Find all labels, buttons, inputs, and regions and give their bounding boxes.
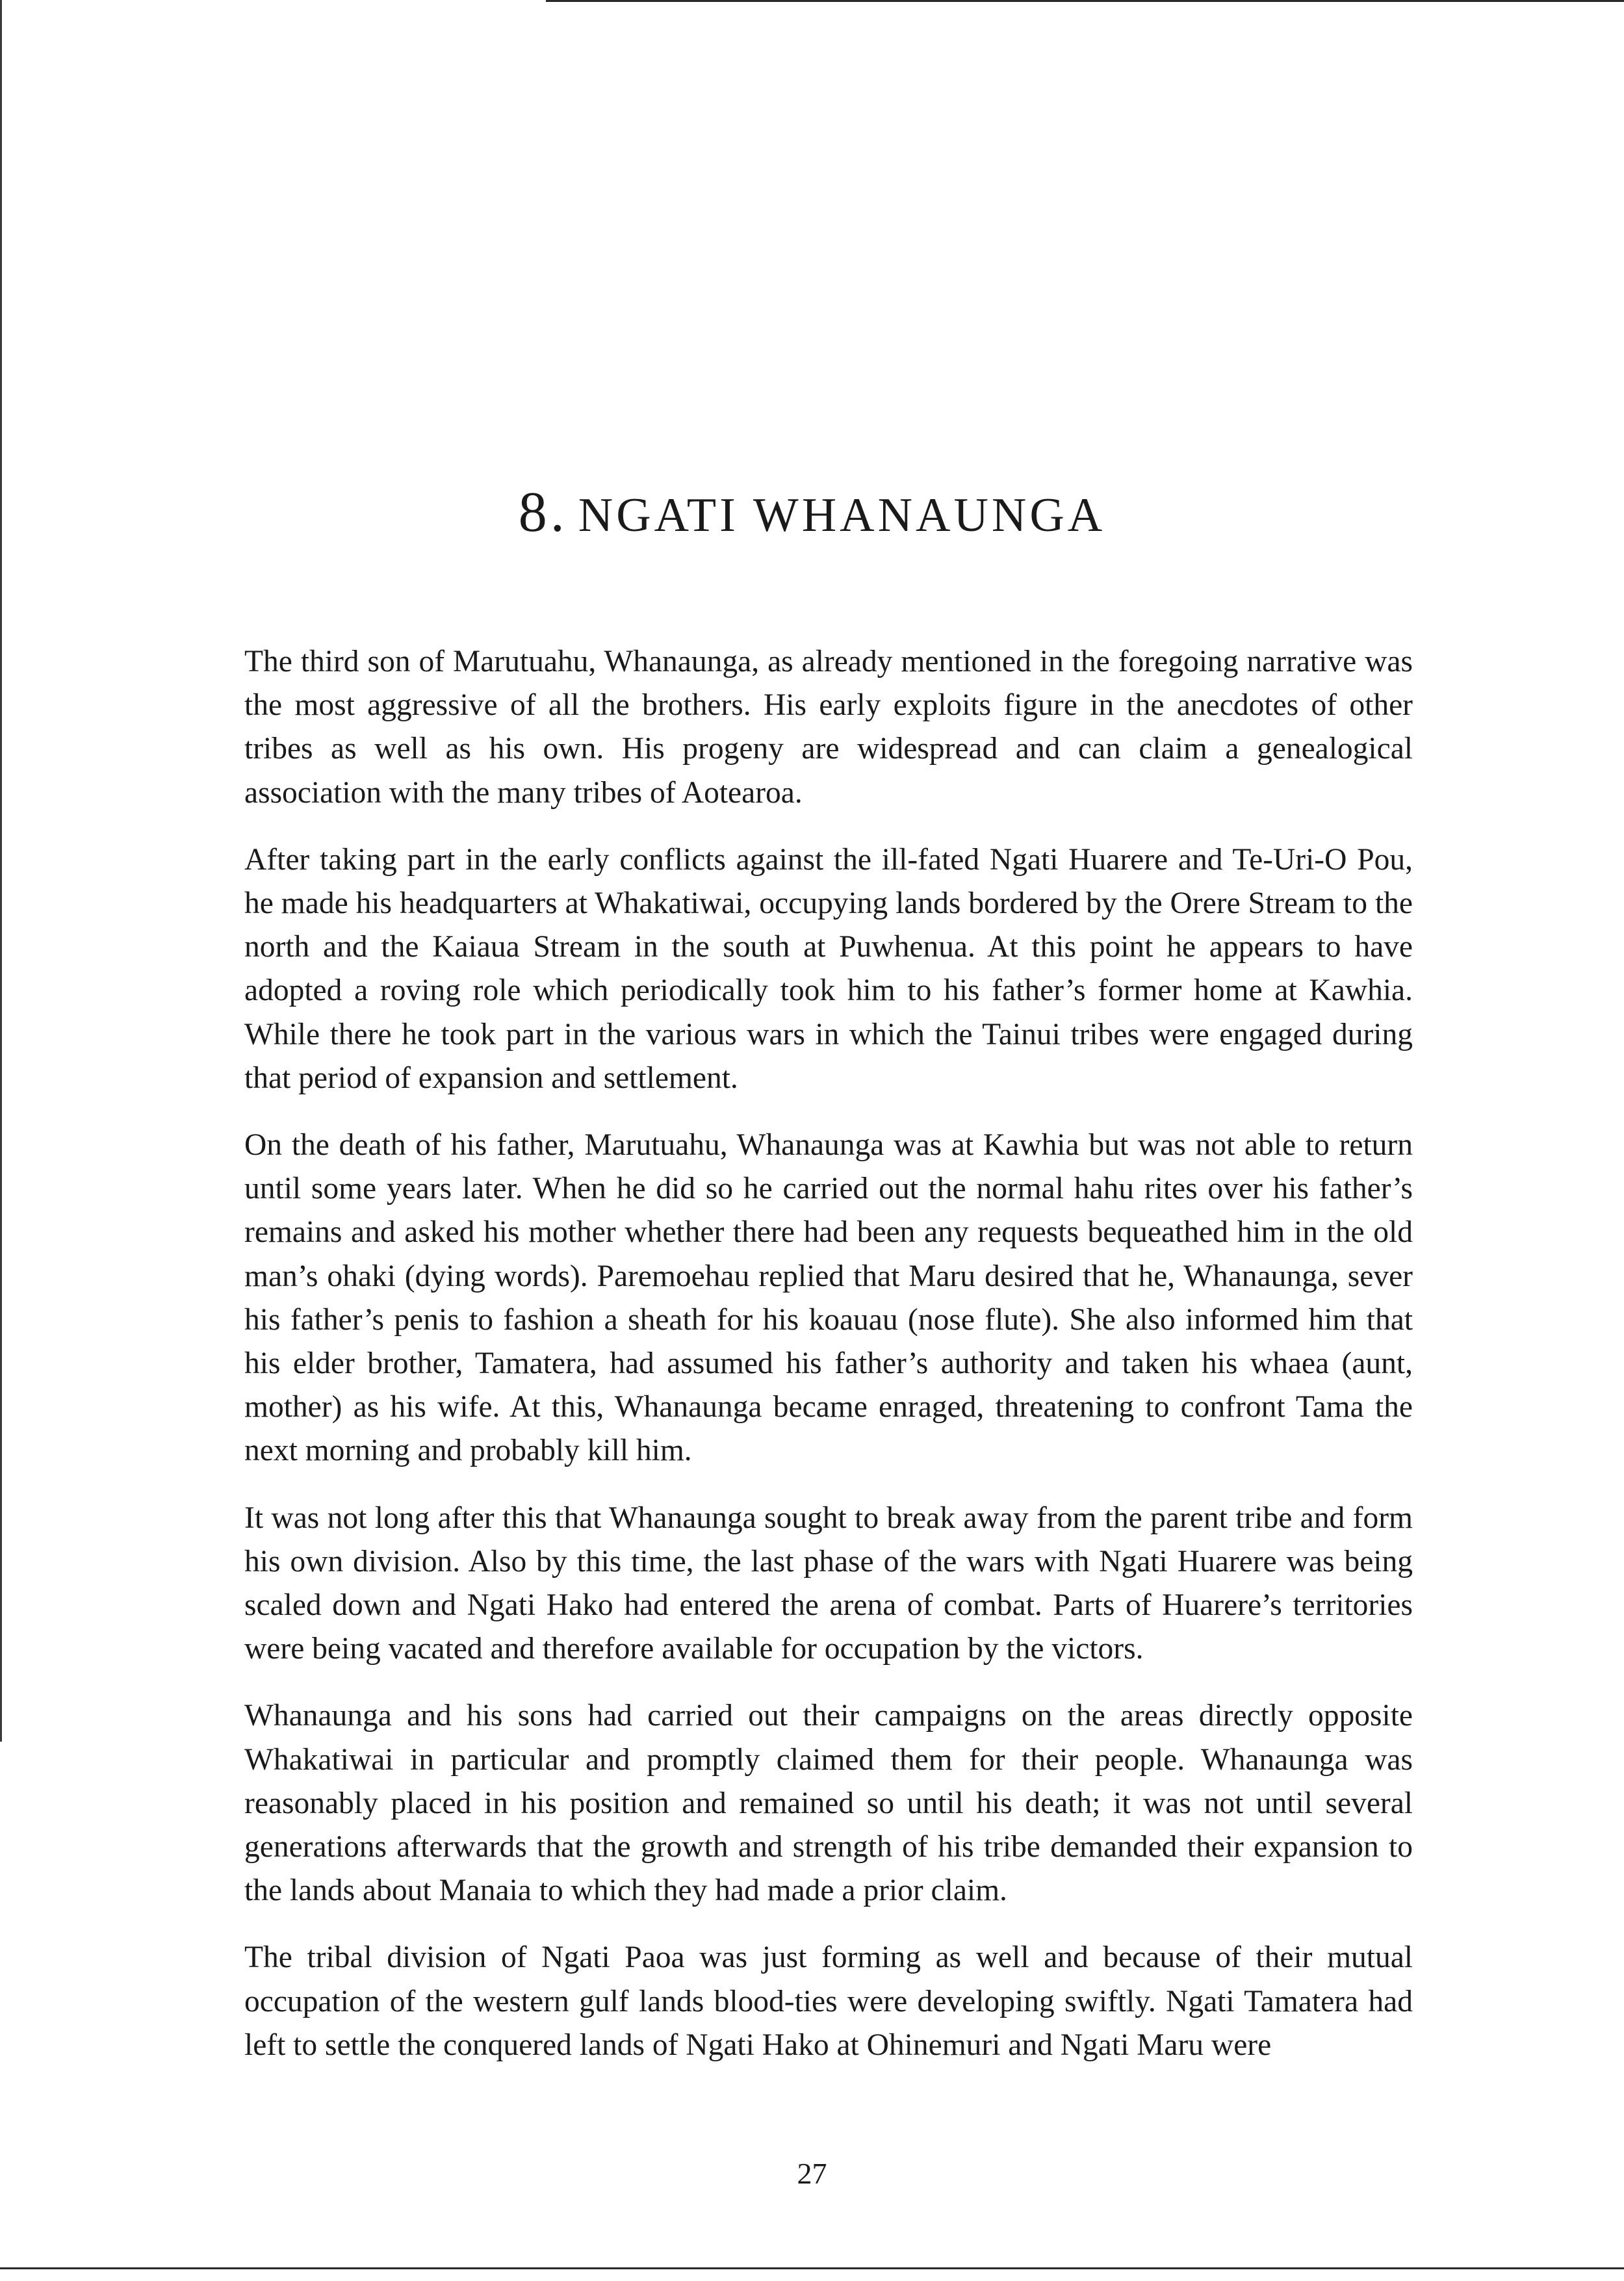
paragraph: Whanaunga and his sons had carried out their campaigns on the areas directly opposite Whakatiwai in particular and promptly claimed them for their people. Whanaunga was reasonably placed in his position and remained so until his death; it was not until several generations afterwards that the growth and strength of his tribe demanded their expansion to the lands about Manaia to which they had made a prior claim. bbox=[244, 1699, 1413, 1908]
paragraph: The third son of Marutuahu, Whanaunga, as already mentioned in the foregoing narrative was the most aggressive of all the brothers. His early exploits figure in the anecdotes of other tribes as well as his own. His progeny are widespread and can claim a genealogical association with the many tribes of Aotearoa. bbox=[244, 645, 1413, 810]
paragraph: It was not long after this that Whanaunga sought to break away from the parent tribe and form his own division. Also by this time, the last phase of the wars with Ngati Huarere was being scaled down and Ngati Hako had entered the arena of combat. Parts of Huarere’s territories were being vacated and therefore available for occupation by the victors. bbox=[244, 1501, 1413, 1666]
paragraph: After taking part in the early conflicts against the ill-fated Ngati Huarere and Te-Uri-O Pou, he made his headquarters at Whakatiwai, occupying lands bordered by the Orere Stream to the north and the Kaiaua Stream in the south at Puwhenua. At this point he appears to have adopted a roving role which periodically took him to his father’s former home at Kawhia. While there he took part in the various wars in which the Tainui tribes were engaged during that period of expansion and settlement. bbox=[244, 842, 1413, 1095]
scan-edge-left bbox=[0, 0, 2, 1742]
chapter-title bbox=[0, 480, 1624, 545]
paragraph: The tribal division of Ngati Paoa was just forming as well and because of their mutual occupation of the western gulf lands blood-ties were developing swiftly. Ngati Tamatera had left to settle the conquered lands of Ngati Hako at Ohinemuri and Ngati Maru were bbox=[244, 1940, 1413, 2062]
scan-edge-top bbox=[546, 0, 1624, 2]
scan-edge-bottom bbox=[0, 2267, 1624, 2269]
body-text bbox=[244, 640, 1413, 2091]
chapter-title-text: NGATI WHANAUNGA bbox=[578, 489, 1106, 542]
page-number: 27 bbox=[797, 2157, 827, 2190]
paragraph: On the death of his father, Marutuahu, Whanaunga was at Kawhia but was not able to return until some years later. When he did so he carried out the normal hahu rites over his father’s remains and asked his mother whether there had been any requests bequeathed him in the old man’s ohaki (dying words). Paremoehau replied that Maru desired that he, Whanaunga, sever his father’s penis to fashion a sheath for his koauau (nose flute). She also informed him that his elder brother, Tamatera, had assumed his father’s authority and taken his whaea (aunt, mother) as his wife. At this, Whanaunga became enraged, threatening to confront Tama the next morning and probably kill him. bbox=[244, 1128, 1413, 1468]
chapter-number: 8. bbox=[518, 481, 568, 544]
